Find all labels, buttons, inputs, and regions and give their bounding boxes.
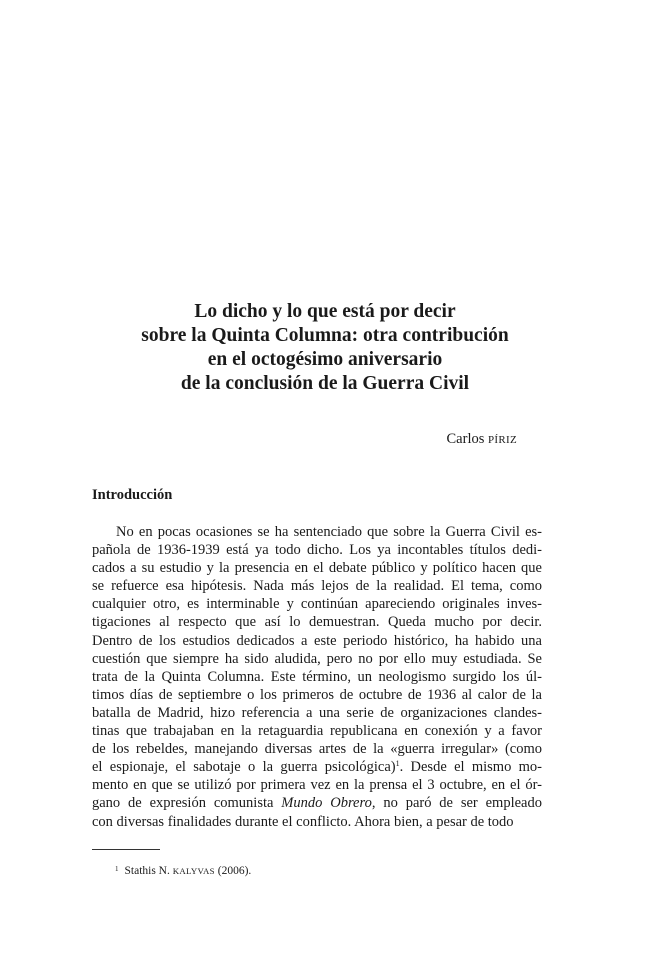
text-line: mento en que se utilizó por primera vez en la prensa el 3 octubre, en el ór- (92, 777, 542, 794)
text-line: se refuerce esa hipótesis. Nada más lejos de la realidad. El tema, como (92, 578, 542, 595)
text-line: cados a su estudio y la presencia en el debate público y político hacen que (92, 560, 542, 577)
article-title (60, 300, 590, 396)
footnote-reference[interactable]: 1 (395, 759, 400, 769)
title-line: de la conclusión de la Guerra Civil (180, 373, 470, 394)
footnote-year: (2006). (217, 865, 252, 877)
title-line: Lo dicho y lo que está por decir (194, 301, 456, 322)
text-line (92, 758, 542, 776)
text-segment: el espionaje, el sabotaje o la guerra psicológica) (92, 759, 396, 776)
text-segment: . Desde el mismo mo- (399, 759, 542, 776)
text-line: de los rebeldes, manejando diversas artes de la «guerra irregular» (como (92, 741, 542, 758)
text-line: Dentro de los estudios dedicados a este periodo histórico, ha habido una (92, 632, 542, 649)
footnote-divider (92, 849, 160, 850)
text-segment: , no paró de ser empleado (371, 795, 542, 812)
text-line (92, 794, 542, 812)
text-line: con diversas finalidades durante el conflicto. Ahora bien, a pesar de todo (92, 813, 514, 830)
text-line: trata de la Quinta Columna. Este término, un neologismo surgido los úl- (92, 668, 542, 685)
text-line: cuestión que siempre ha sido aludida, pero no por ello muy estudiada. Se (92, 650, 542, 667)
text-line: timos días de septiembre o los primeros de octubre de 1936 al calor de la (92, 686, 542, 703)
text-line: No en pocas ocasiones se ha sentenciado que sobre la Guerra Civil es- (116, 524, 542, 540)
text-line: tigaciones al respecto que así lo demuestran. Queda mucho por decir. (92, 614, 542, 631)
footnote-number: 1 (115, 865, 119, 873)
newspaper-title: Mundo Obrero (281, 795, 372, 812)
text-line: cualquier otro, es interminable y continúan apareciendo originales inves- (92, 596, 542, 613)
footnote-author-last: KALYVAS (172, 866, 215, 876)
section-heading: Introducción (92, 487, 173, 503)
body-paragraph (92, 523, 542, 831)
author-name (447, 430, 517, 449)
title-line: en el octogésimo aniversario (207, 349, 443, 370)
text-line: batalla de Madrid, hizo referencia a una serie de organizaciones clandes- (92, 704, 542, 721)
text-segment: gano de expresión comunista (92, 795, 282, 812)
author-last-name: PÍRIZ (488, 434, 517, 446)
title-line: sobre la Quinta Columna: otra contribución (141, 325, 509, 346)
author-first-name: Carlos (446, 431, 485, 447)
text-line: tinas que trabajaban en la retaguardia republicana en conexión y a favor (92, 723, 542, 740)
footnote (115, 864, 251, 878)
footnote-author-first: Stathis N. (124, 865, 170, 877)
text-line: pañola de 1936-1939 está ya todo dicho. Los ya incontables títulos dedi- (92, 542, 542, 559)
